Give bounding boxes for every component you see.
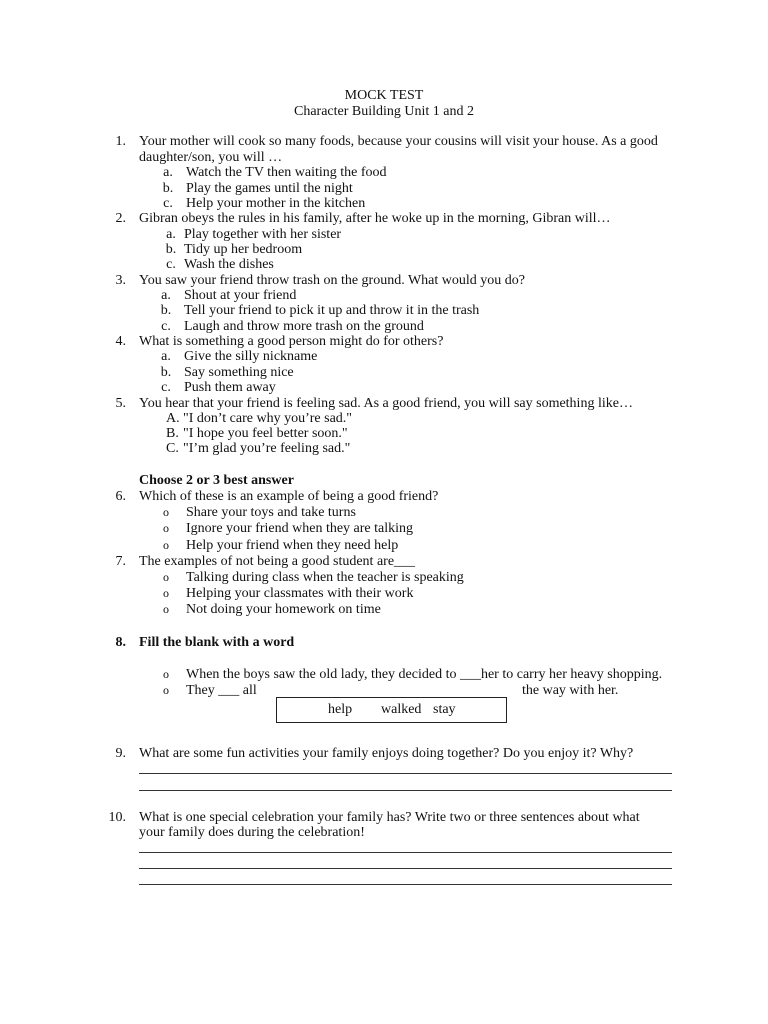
- bullet-icon: o: [163, 538, 169, 552]
- option-text: Help your friend when they need help: [186, 538, 399, 553]
- option-mark: a.: [161, 349, 171, 364]
- question-5-text: You hear that your friend is feeling sad. As a good friend, you will say something like…: [139, 396, 633, 411]
- question-4-text: What is something a good person might do for others?: [139, 334, 444, 349]
- fill-blank-sentence-2-start: They ___ all: [186, 683, 257, 698]
- word-bank-box: [276, 697, 507, 723]
- option-mark: b.: [160, 303, 172, 318]
- question-3-text: You saw your friend throw trash on the ground. What would you do?: [139, 273, 525, 288]
- question-7-number: 7.: [115, 554, 126, 569]
- question-4-number: 4.: [115, 334, 126, 349]
- option-mark: b.: [162, 181, 174, 196]
- question-7-text: The examples of not being a good student are___: [139, 554, 416, 569]
- option-text: Play the games until the night: [186, 181, 353, 196]
- option-text: Helping your classmates with their work: [186, 586, 414, 601]
- option-mark: a.: [161, 288, 171, 303]
- answer-line[interactable]: [139, 773, 672, 774]
- option-mark: B.: [166, 426, 179, 441]
- question-1-text-line2: daughter/son, you will …: [139, 150, 283, 165]
- question-10-number: 10.: [108, 810, 126, 825]
- answer-line[interactable]: [139, 852, 672, 853]
- question-9-text: What are some fun activities your family enjoys doing together? Do you enjoy it? Why?: [139, 746, 634, 761]
- option-text: Give the silly nickname: [184, 349, 318, 364]
- bullet-icon: o: [163, 667, 169, 681]
- answer-line[interactable]: [139, 884, 672, 885]
- word-bank-word: stay: [433, 702, 456, 717]
- question-10-text-line2: your family does during the celebration!: [139, 825, 365, 840]
- option-mark: b.: [160, 365, 172, 380]
- option-text: Watch the TV then waiting the food: [186, 165, 387, 180]
- answer-line[interactable]: [139, 790, 672, 791]
- option-mark: A.: [166, 411, 180, 426]
- fill-blank-sentence-2-end: the way with her.: [522, 683, 619, 698]
- answer-line[interactable]: [139, 868, 672, 869]
- bullet-icon: o: [163, 602, 169, 616]
- option-mark: a.: [163, 165, 173, 180]
- question-5-number: 5.: [115, 396, 126, 411]
- option-mark: c.: [163, 196, 173, 211]
- option-mark: c.: [161, 380, 171, 395]
- option-text: Play together with her sister: [184, 227, 342, 242]
- question-6-text: Which of these is an example of being a good friend?: [139, 489, 439, 504]
- fill-blank-sentence-1: When the boys saw the old lady, they decided to ___her to carry her heavy shopping.: [186, 667, 663, 682]
- question-3-number: 3.: [115, 273, 126, 288]
- question-8-number: 8.: [115, 635, 126, 650]
- option-mark: b.: [165, 242, 177, 257]
- option-text: Tell your friend to pick it up and throw it in the trash: [184, 303, 480, 318]
- question-2-text: Gibran obeys the rules in his family, after he woke up in the morning, Gibran will…: [139, 211, 611, 226]
- bullet-icon: o: [163, 570, 169, 584]
- option-text: Tidy up her bedroom: [184, 242, 303, 257]
- option-text: Share your toys and take turns: [186, 505, 356, 520]
- option-text: "I hope you feel better soon.": [183, 426, 348, 441]
- page-subtitle: Character Building Unit 1 and 2: [293, 104, 475, 119]
- option-text: Ignore your friend when they are talking: [186, 521, 414, 536]
- option-text: Laugh and throw more trash on the ground: [184, 319, 424, 334]
- option-text: Talking during class when the teacher is speaking: [186, 570, 464, 585]
- bullet-icon: o: [163, 521, 169, 535]
- bullet-icon: o: [163, 683, 169, 697]
- question-6-number: 6.: [115, 489, 126, 504]
- option-text: Shout at your friend: [184, 288, 297, 303]
- option-text: Not doing your homework on time: [186, 602, 381, 617]
- question-1-number: 1.: [115, 134, 126, 149]
- option-mark: C.: [166, 441, 179, 456]
- option-text: Wash the dishes: [184, 257, 274, 272]
- option-text: Say something nice: [184, 365, 294, 380]
- word-bank-word: walked: [381, 702, 422, 717]
- option-text: "I’m glad you’re feeling sad.": [183, 441, 351, 456]
- question-10-text-line1: What is one special celebration your family has? Write two or three sentences about what: [139, 810, 640, 825]
- page-title: MOCK TEST: [344, 88, 424, 103]
- option-mark: c.: [161, 319, 171, 334]
- option-mark: a.: [166, 227, 176, 242]
- bullet-icon: o: [163, 505, 169, 519]
- option-text: "I don’t care why you’re sad.": [183, 411, 353, 426]
- bullet-icon: o: [163, 586, 169, 600]
- option-mark: c.: [166, 257, 176, 272]
- option-text: Push them away: [184, 380, 276, 395]
- section-heading: Choose 2 or 3 best answer: [139, 473, 294, 488]
- word-bank-word: help: [328, 702, 353, 717]
- option-text: Help your mother in the kitchen: [186, 196, 366, 211]
- question-9-number: 9.: [115, 746, 126, 761]
- question-1-text-line1: Your mother will cook so many foods, because your cousins will visit your house. As a good: [139, 134, 658, 149]
- question-8-heading: Fill the blank with a word: [139, 635, 295, 650]
- question-2-number: 2.: [115, 211, 126, 226]
